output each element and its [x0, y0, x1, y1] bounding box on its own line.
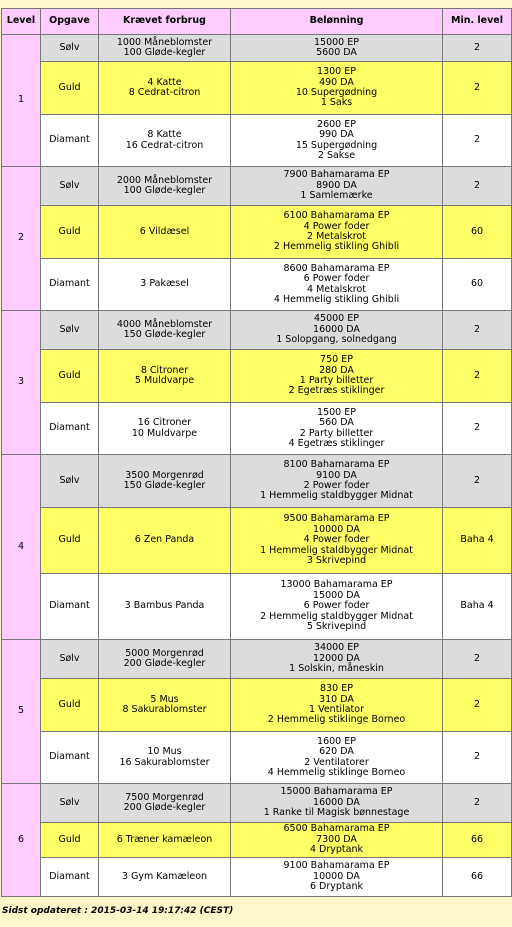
reward-line: 1 Samlemærke — [300, 190, 373, 202]
required-line: 8 Katte — [147, 129, 182, 141]
reward-line: 10000 DA — [313, 870, 360, 882]
reward-line: 7300 DA — [316, 833, 357, 845]
required-line: 10 Mus — [147, 746, 182, 758]
task-cell: Sølv — [41, 35, 99, 62]
reward-line: 15000 EP — [314, 36, 359, 48]
reward-line: 2 Egetræs stiklinger — [288, 385, 385, 397]
reward-line: 4 Hemmelig stikling Ghibli — [273, 293, 400, 305]
required-cell — [99, 823, 231, 858]
reward-cell — [231, 350, 443, 403]
reward-cell — [231, 167, 443, 206]
reward-cell — [231, 508, 443, 574]
reward-line: 310 DA — [319, 693, 354, 705]
level-cell: 2 — [2, 167, 41, 311]
required-cell — [99, 784, 231, 823]
rewards-table — [1, 8, 512, 897]
reward-cell — [231, 35, 443, 62]
required-line: 3 Gym Kamæleon — [121, 870, 208, 882]
table-row — [2, 455, 512, 508]
header-min-level: Min. level — [443, 9, 512, 35]
reward-line: 6 Power foder — [303, 600, 370, 612]
table-row — [2, 167, 512, 206]
table-row — [2, 206, 512, 259]
reward-line: 750 EP — [320, 354, 353, 366]
reward-line: 15000 Bahamarama EP — [280, 786, 393, 798]
reward-line: 45000 EP — [314, 313, 359, 325]
task-cell: Diamant — [41, 403, 99, 455]
reward-line: 1 Solopgang, solnedgang — [276, 334, 397, 346]
required-line: 8 Citroner — [140, 364, 189, 376]
required-line: 5000 Morgenrød — [125, 647, 204, 659]
required-cell — [99, 732, 231, 784]
reward-line: 5600 DA — [316, 47, 357, 58]
reward-line: 4 Metalskrot — [307, 283, 366, 295]
required-line: 10 Muldvarpe — [131, 427, 198, 439]
reward-line: 9100 Bahamarama EP — [283, 860, 390, 872]
min-level-cell: 2 — [443, 784, 512, 823]
reward-line: 16000 DA — [313, 796, 360, 808]
min-level-cell: Baha 4 — [443, 508, 512, 574]
level-cell: 1 — [2, 35, 41, 167]
reward-line: 8600 Bahamarama EP — [283, 262, 390, 274]
reward-line: 7900 Bahamarama EP — [283, 169, 390, 181]
reward-cell — [231, 403, 443, 455]
table-row — [2, 311, 512, 350]
table-row — [2, 115, 512, 167]
task-cell: Diamant — [41, 259, 99, 311]
required-cell — [99, 508, 231, 574]
level-cell: 6 — [2, 784, 41, 897]
reward-line: 8100 Bahamarama EP — [283, 459, 390, 471]
task-cell: Guld — [41, 679, 99, 732]
reward-line: 2 Ventilatorer — [304, 756, 369, 768]
reward-line: 6 Dryptank — [309, 881, 363, 893]
reward-line: 9500 Bahamarama EP — [283, 513, 390, 525]
reward-line: 2 Hemmelig stikling Ghibli — [273, 241, 400, 253]
reward-line: 6 Power foder — [303, 273, 370, 285]
reward-line: 1500 EP — [317, 406, 356, 418]
reward-line: 34000 EP — [314, 642, 359, 654]
reward-line: 1 Ranke til Magisk bønnestage — [263, 807, 410, 819]
level-cell: 4 — [2, 455, 41, 640]
task-cell: Guld — [41, 823, 99, 858]
task-cell: Guld — [41, 206, 99, 259]
min-level-cell: 66 — [443, 823, 512, 858]
reward-cell — [231, 259, 443, 311]
header-level: Level — [2, 9, 41, 35]
required-cell — [99, 403, 231, 455]
reward-line: 1 Solskin, måneskin — [289, 663, 384, 675]
reward-line: 3 Skrivepind — [306, 555, 367, 567]
header-reward: Belønning — [231, 9, 443, 35]
required-line: 3 Pakæsel — [140, 278, 189, 290]
reward-line: 2 Power foder — [303, 480, 370, 491]
min-level-cell: 66 — [443, 858, 512, 897]
reward-cell — [231, 62, 443, 115]
reward-line: 12000 DA — [313, 652, 360, 664]
reward-line: 2 Metalskrot — [307, 231, 366, 242]
required-cell — [99, 35, 231, 62]
table-row — [2, 784, 512, 823]
required-line: 2000 Måneblomster — [116, 174, 213, 186]
min-level-cell: 2 — [443, 62, 512, 115]
reward-line: 2 Hemmelig stiklinge Borneo — [267, 714, 406, 726]
required-line: 5 Muldvarpe — [134, 375, 195, 386]
reward-line: 9100 DA — [316, 469, 357, 481]
required-line: 6 Zen Panda — [134, 534, 195, 546]
min-level-cell: 2 — [443, 640, 512, 679]
reward-line: 13000 Bahamarama EP — [280, 579, 393, 591]
task-cell: Guld — [41, 350, 99, 403]
reward-line: 4 Dryptank — [309, 844, 363, 856]
required-cell — [99, 311, 231, 350]
table-row — [2, 732, 512, 784]
reward-cell — [231, 455, 443, 508]
required-line: 200 Gløde-kegler — [123, 802, 206, 813]
min-level-cell: 2 — [443, 311, 512, 350]
level-cell: 5 — [2, 640, 41, 784]
required-line: 8 Sakurablomster — [122, 704, 207, 715]
required-cell — [99, 115, 231, 167]
task-cell: Diamant — [41, 858, 99, 897]
task-cell: Sølv — [41, 167, 99, 206]
required-line: 3500 Morgenrød — [125, 469, 204, 481]
reward-cell — [231, 732, 443, 784]
reward-line: 560 DA — [319, 417, 354, 429]
reward-line: 830 EP — [320, 683, 353, 695]
required-line: 1000 Måneblomster — [116, 36, 213, 48]
min-level-cell: 2 — [443, 732, 512, 784]
task-cell: Guld — [41, 62, 99, 115]
min-level-cell: 2 — [443, 35, 512, 62]
required-cell — [99, 455, 231, 508]
table-row — [2, 350, 512, 403]
required-cell — [99, 167, 231, 206]
table-row — [2, 858, 512, 897]
reward-cell — [231, 115, 443, 167]
required-line: 8 Cedrat-citron — [128, 87, 201, 98]
reward-line: 620 DA — [319, 746, 354, 758]
required-line: 5 Mus — [150, 693, 179, 705]
table-row — [2, 62, 512, 115]
reward-line: 4 Power foder — [303, 534, 370, 546]
reward-line: 10000 DA — [313, 523, 360, 535]
reward-cell — [231, 784, 443, 823]
task-cell: Sølv — [41, 640, 99, 679]
task-cell: Guld — [41, 508, 99, 574]
table-header-row — [2, 9, 512, 35]
min-level-cell: 2 — [443, 115, 512, 167]
last-updated: Sidst opdateret : 2015-03-14 19:17:42 (CEST) — [2, 906, 234, 916]
reward-line: 6500 Bahamarama EP — [283, 823, 390, 835]
reward-line: 8900 DA — [316, 179, 357, 191]
reward-line: 10 Supergødning — [295, 87, 378, 98]
reward-line: 1 Hemmelig staldbygger Midnat — [260, 544, 413, 556]
table-row — [2, 574, 512, 640]
min-level-cell: Baha 4 — [443, 574, 512, 640]
required-line: 150 Gløde-kegler — [123, 329, 206, 340]
level-cell: 3 — [2, 311, 41, 455]
reward-line: 990 DA — [319, 129, 354, 141]
reward-line: 1 Ventilator — [309, 704, 364, 715]
reward-line: 1300 EP — [317, 66, 356, 78]
reward-line: 16000 DA — [313, 323, 360, 335]
reward-line: 1 Saks — [320, 97, 353, 109]
reward-cell — [231, 311, 443, 350]
required-line: 100 Gløde-kegler — [123, 185, 206, 196]
reward-line: 280 DA — [319, 364, 354, 376]
required-cell — [99, 574, 231, 640]
required-line: 100 Gløde-kegler — [123, 47, 206, 58]
reward-line: 1 Party billetter — [299, 375, 374, 386]
reward-cell — [231, 574, 443, 640]
reward-line: 1 Hemmelig staldbygger Midnat — [260, 490, 413, 502]
required-line: 4000 Måneblomster — [116, 318, 213, 330]
min-level-cell: 2 — [443, 403, 512, 455]
required-cell — [99, 679, 231, 732]
required-line: 16 Citroner — [137, 417, 192, 429]
table-row — [2, 259, 512, 311]
reward-line: 15 Supergødning — [295, 139, 378, 151]
min-level-cell: 2 — [443, 167, 512, 206]
required-line: 200 Gløde-kegler — [123, 658, 206, 669]
required-cell — [99, 640, 231, 679]
header-required: Krævet forbrug — [99, 9, 231, 35]
min-level-cell: 2 — [443, 350, 512, 403]
task-cell: Sølv — [41, 311, 99, 350]
table-row — [2, 679, 512, 732]
required-line: 6 Træner kamæleon — [116, 833, 213, 845]
min-level-cell: 2 — [443, 679, 512, 732]
table-row — [2, 823, 512, 858]
reward-cell — [231, 640, 443, 679]
required-cell — [99, 858, 231, 897]
reward-line: 6100 Bahamarama EP — [283, 210, 390, 222]
reward-line: 4 Hemmelig stiklinge Borneo — [267, 766, 406, 778]
table-row — [2, 35, 512, 62]
reward-line: 2 Hemmelig staldbygger Midnat — [260, 610, 413, 622]
table-row — [2, 640, 512, 679]
reward-line: 1600 EP — [317, 735, 356, 747]
reward-line: 2600 EP — [317, 118, 356, 130]
table-row — [2, 403, 512, 455]
reward-line: 4 Egetræs stiklinger — [288, 437, 385, 449]
reward-line: 2 Party billetter — [299, 427, 374, 439]
required-line: 16 Cedrat-citron — [125, 139, 204, 151]
reward-line: 4 Power foder — [303, 220, 370, 232]
header-task: Opgave — [41, 9, 99, 35]
task-cell: Diamant — [41, 115, 99, 167]
required-cell — [99, 259, 231, 311]
required-line: 16 Sakurablomster — [119, 756, 210, 768]
min-level-cell: 60 — [443, 259, 512, 311]
reward-line: 2 Sakse — [317, 149, 356, 161]
reward-cell — [231, 858, 443, 897]
required-cell — [99, 206, 231, 259]
required-cell — [99, 62, 231, 115]
reward-cell — [231, 823, 443, 858]
task-cell: Diamant — [41, 574, 99, 640]
required-line: 7500 Morgenrød — [125, 791, 204, 803]
task-cell: Diamant — [41, 732, 99, 784]
reward-line: 490 DA — [319, 76, 354, 88]
required-line: 4 Katte — [147, 76, 182, 88]
reward-line: 15000 DA — [313, 589, 360, 601]
task-cell: Sølv — [41, 784, 99, 823]
reward-line: 5 Skrivepind — [306, 621, 367, 633]
reward-cell — [231, 206, 443, 259]
required-line: 6 Vildæsel — [139, 225, 190, 237]
reward-cell — [231, 679, 443, 732]
required-line: 150 Gløde-kegler — [123, 480, 206, 491]
min-level-cell: 2 — [443, 455, 512, 508]
table-body — [2, 35, 512, 897]
task-cell: Sølv — [41, 455, 99, 508]
min-level-cell: 60 — [443, 206, 512, 259]
required-cell — [99, 350, 231, 403]
required-line: 3 Bambus Panda — [124, 600, 205, 612]
table-row — [2, 508, 512, 574]
